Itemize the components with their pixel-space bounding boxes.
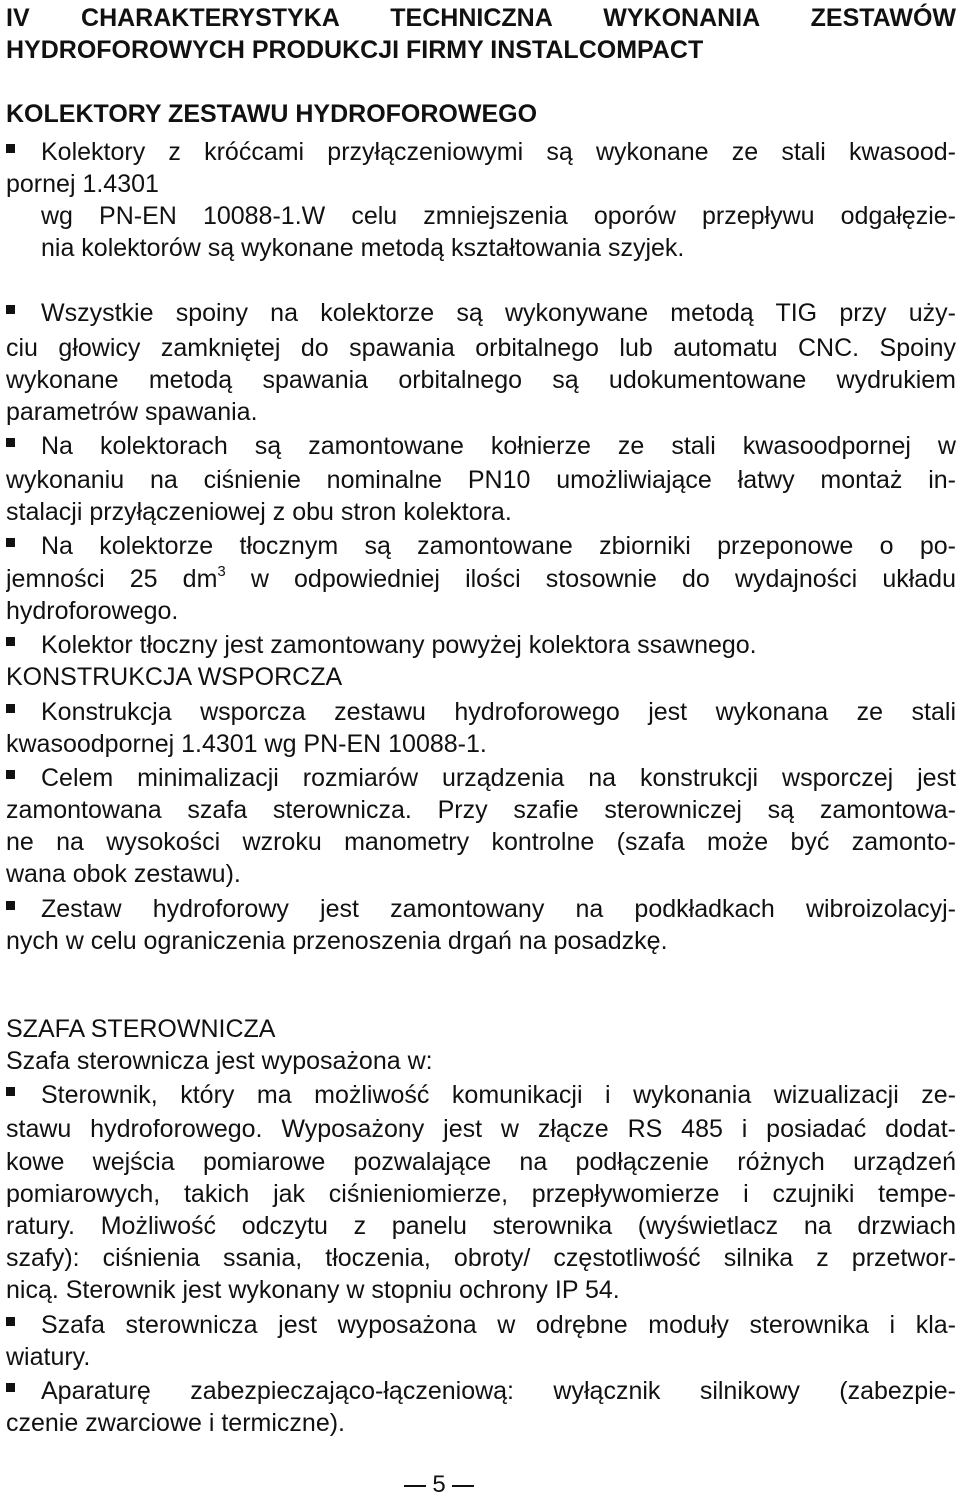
kolektory-b1-line-2: pornej 1.4301 [6, 170, 159, 198]
konstrukcja-b2-line-1: Celem minimalizacji rozmiarów urządzenia na konstrukcji wsporczej jest [41, 764, 956, 792]
section-title-line-2: HYDROFOROWYCH PRODUKCJI FIRMY INSTALCOMPACT [6, 36, 704, 64]
kolektory-b2-line-2: ciu głowicy zamkniętej do spawania orbitalnego lub automatu CNC. Spoiny [6, 334, 956, 362]
szafa-b1-line-5: ratury. Możliwość odczytu z panelu sterownika (wyświetlacz na drzwiach [6, 1212, 956, 1240]
kolektory-b2-line-3: wykonane metodą spawania orbitalnego są udokumentowane wydrukiem [6, 366, 956, 394]
kolektory-b3-line-1: Na kolektorach są zamontowane kołnierze ze stali kwasoodpornej w [41, 432, 956, 460]
bullet-marker [6, 438, 15, 447]
kolektory-b4-line-2: jemności 25 $dm^3$ w odpowiedniej ilości stosownie do wydajności układu [6, 563, 956, 593]
bullet-marker [6, 305, 15, 314]
bullet-marker [6, 1317, 15, 1326]
kolektory-b1-line-3: wg PN-EN 10088-1.W celu zmniejszenia oporów przepływu odgałęzie- [41, 202, 956, 230]
konstrukcja-b1-line-1: Konstrukcja wsporcza zestawu hydroforowego jest wykonana ze stali [41, 698, 956, 726]
page-number-value: 5 [432, 1471, 446, 1498]
bullet-marker [6, 770, 15, 779]
konstrukcja-b2-line-4: wana obok zestawu). [6, 860, 241, 888]
szafa-intro: Szafa sterownicza jest wyposażona w: [6, 1047, 433, 1075]
page-number [404, 1470, 474, 1500]
bullet-marker [6, 901, 15, 910]
kolektory-b4-line-3: hydroforowego. [6, 597, 179, 625]
szafa-b2-line-2: wiatury. [6, 1343, 91, 1371]
bullet-marker [6, 144, 15, 153]
kolektory-b4-line-1: Na kolektorze tłocznym są zamontowane zbiorniki przeponowe o po- [41, 532, 956, 560]
bullet-marker [6, 704, 15, 713]
page-number-dash-right [452, 1485, 474, 1487]
konstrukcja-b1-line-2: kwasoodpornej 1.4301 wg PN-EN 10088-1. [6, 730, 487, 758]
konstrukcja-b3-line-2: nych w celu ograniczenia przenoszenia drgań na posadzkę. [6, 927, 668, 955]
konstrukcja-b2-line-3: ne na wysokości wzroku manometry kontrolne (szafa może być zamonto- [6, 828, 956, 856]
heading-kolektory: KOLEKTORY ZESTAWU HYDROFOROWEGO [6, 100, 538, 128]
szafa-b2-line-1: Szafa sterownicza jest wyposażona w odrębne moduły sterownika i kla- [41, 1311, 956, 1339]
szafa-b1-line-2: stawu hydroforowego. Wyposażony jest w złącze RS 485 i posiadać dodat- [6, 1115, 956, 1143]
szafa-b1-line-3: kowe wejścia pomiarowe pozwalające na podłączenie różnych urządzeń [6, 1148, 956, 1176]
konstrukcja-b2-line-2: zamontowana szafa sterownicza. Przy szafie sterowniczej są zamontowa- [6, 796, 956, 824]
kolektory-b1-line-1: Kolektory z króćcami przyłączeniowymi są wykonane ze stali kwasood- [41, 138, 956, 166]
heading-konstrukcja: KONSTRUKCJA WSPORCZA [6, 663, 343, 691]
kolektory-b1-line-4: nia kolektorów są wykonane metodą kształtowania szyjek. [41, 234, 685, 262]
heading-szafa: SZAFA STEROWNICZA [6, 1015, 276, 1043]
kolektory-b3-line-2: wykonaniu na ciśnienie nominalne PN10 umożliwiające łatwy montaż in- [6, 466, 956, 494]
section-title-line-1: IV CHARAKTERYSTYKA TECHNICZNA WYKONANIA ZESTAWÓW [6, 4, 956, 32]
szafa-b1-line-7: nicą. Sterownik jest wykonany w stopniu ochrony IP 54. [6, 1276, 620, 1304]
szafa-b1-line-6: szafy): ciśnienia ssania, tłoczenia, obroty/ częstotliwość silnika z przetwor- [6, 1244, 956, 1272]
page-number-dash-left [404, 1485, 426, 1487]
kolektory-b2-line-1: Wszystkie spoiny na kolektorze są wykonywane metodą TIG przy uży- [41, 299, 956, 327]
bullet-marker [6, 637, 15, 646]
kolektory-b5-line-1: Kolektor tłoczny jest zamontowany powyżej kolektora ssawnego. [41, 631, 757, 659]
konstrukcja-b3-line-1: Zestaw hydroforowy jest zamontowany na podkładkach wibroizolacyj- [41, 895, 956, 923]
szafa-b3-line-2: czenie zwarciowe i termiczne). [6, 1409, 345, 1437]
bullet-marker [6, 538, 15, 547]
kolektory-b3-line-3: stalacji przyłączeniowej z obu stron kolektora. [6, 498, 512, 526]
bullet-marker [6, 1087, 15, 1096]
bullet-marker [6, 1383, 15, 1392]
szafa-b3-line-1: Aparaturę zabezpieczająco-łączeniową: wyłącznik silnikowy (zabezpie- [41, 1377, 956, 1405]
kolektory-b2-line-4: parametrów spawania. [6, 398, 258, 426]
szafa-b1-line-4: pomiarowych, takich jak ciśnieniomierze, przepływomierze i czujniki tempe- [6, 1180, 956, 1208]
szafa-b1-line-1: Sterownik, który ma możliwość komunikacji i wykonania wizualizacji ze- [41, 1081, 956, 1109]
